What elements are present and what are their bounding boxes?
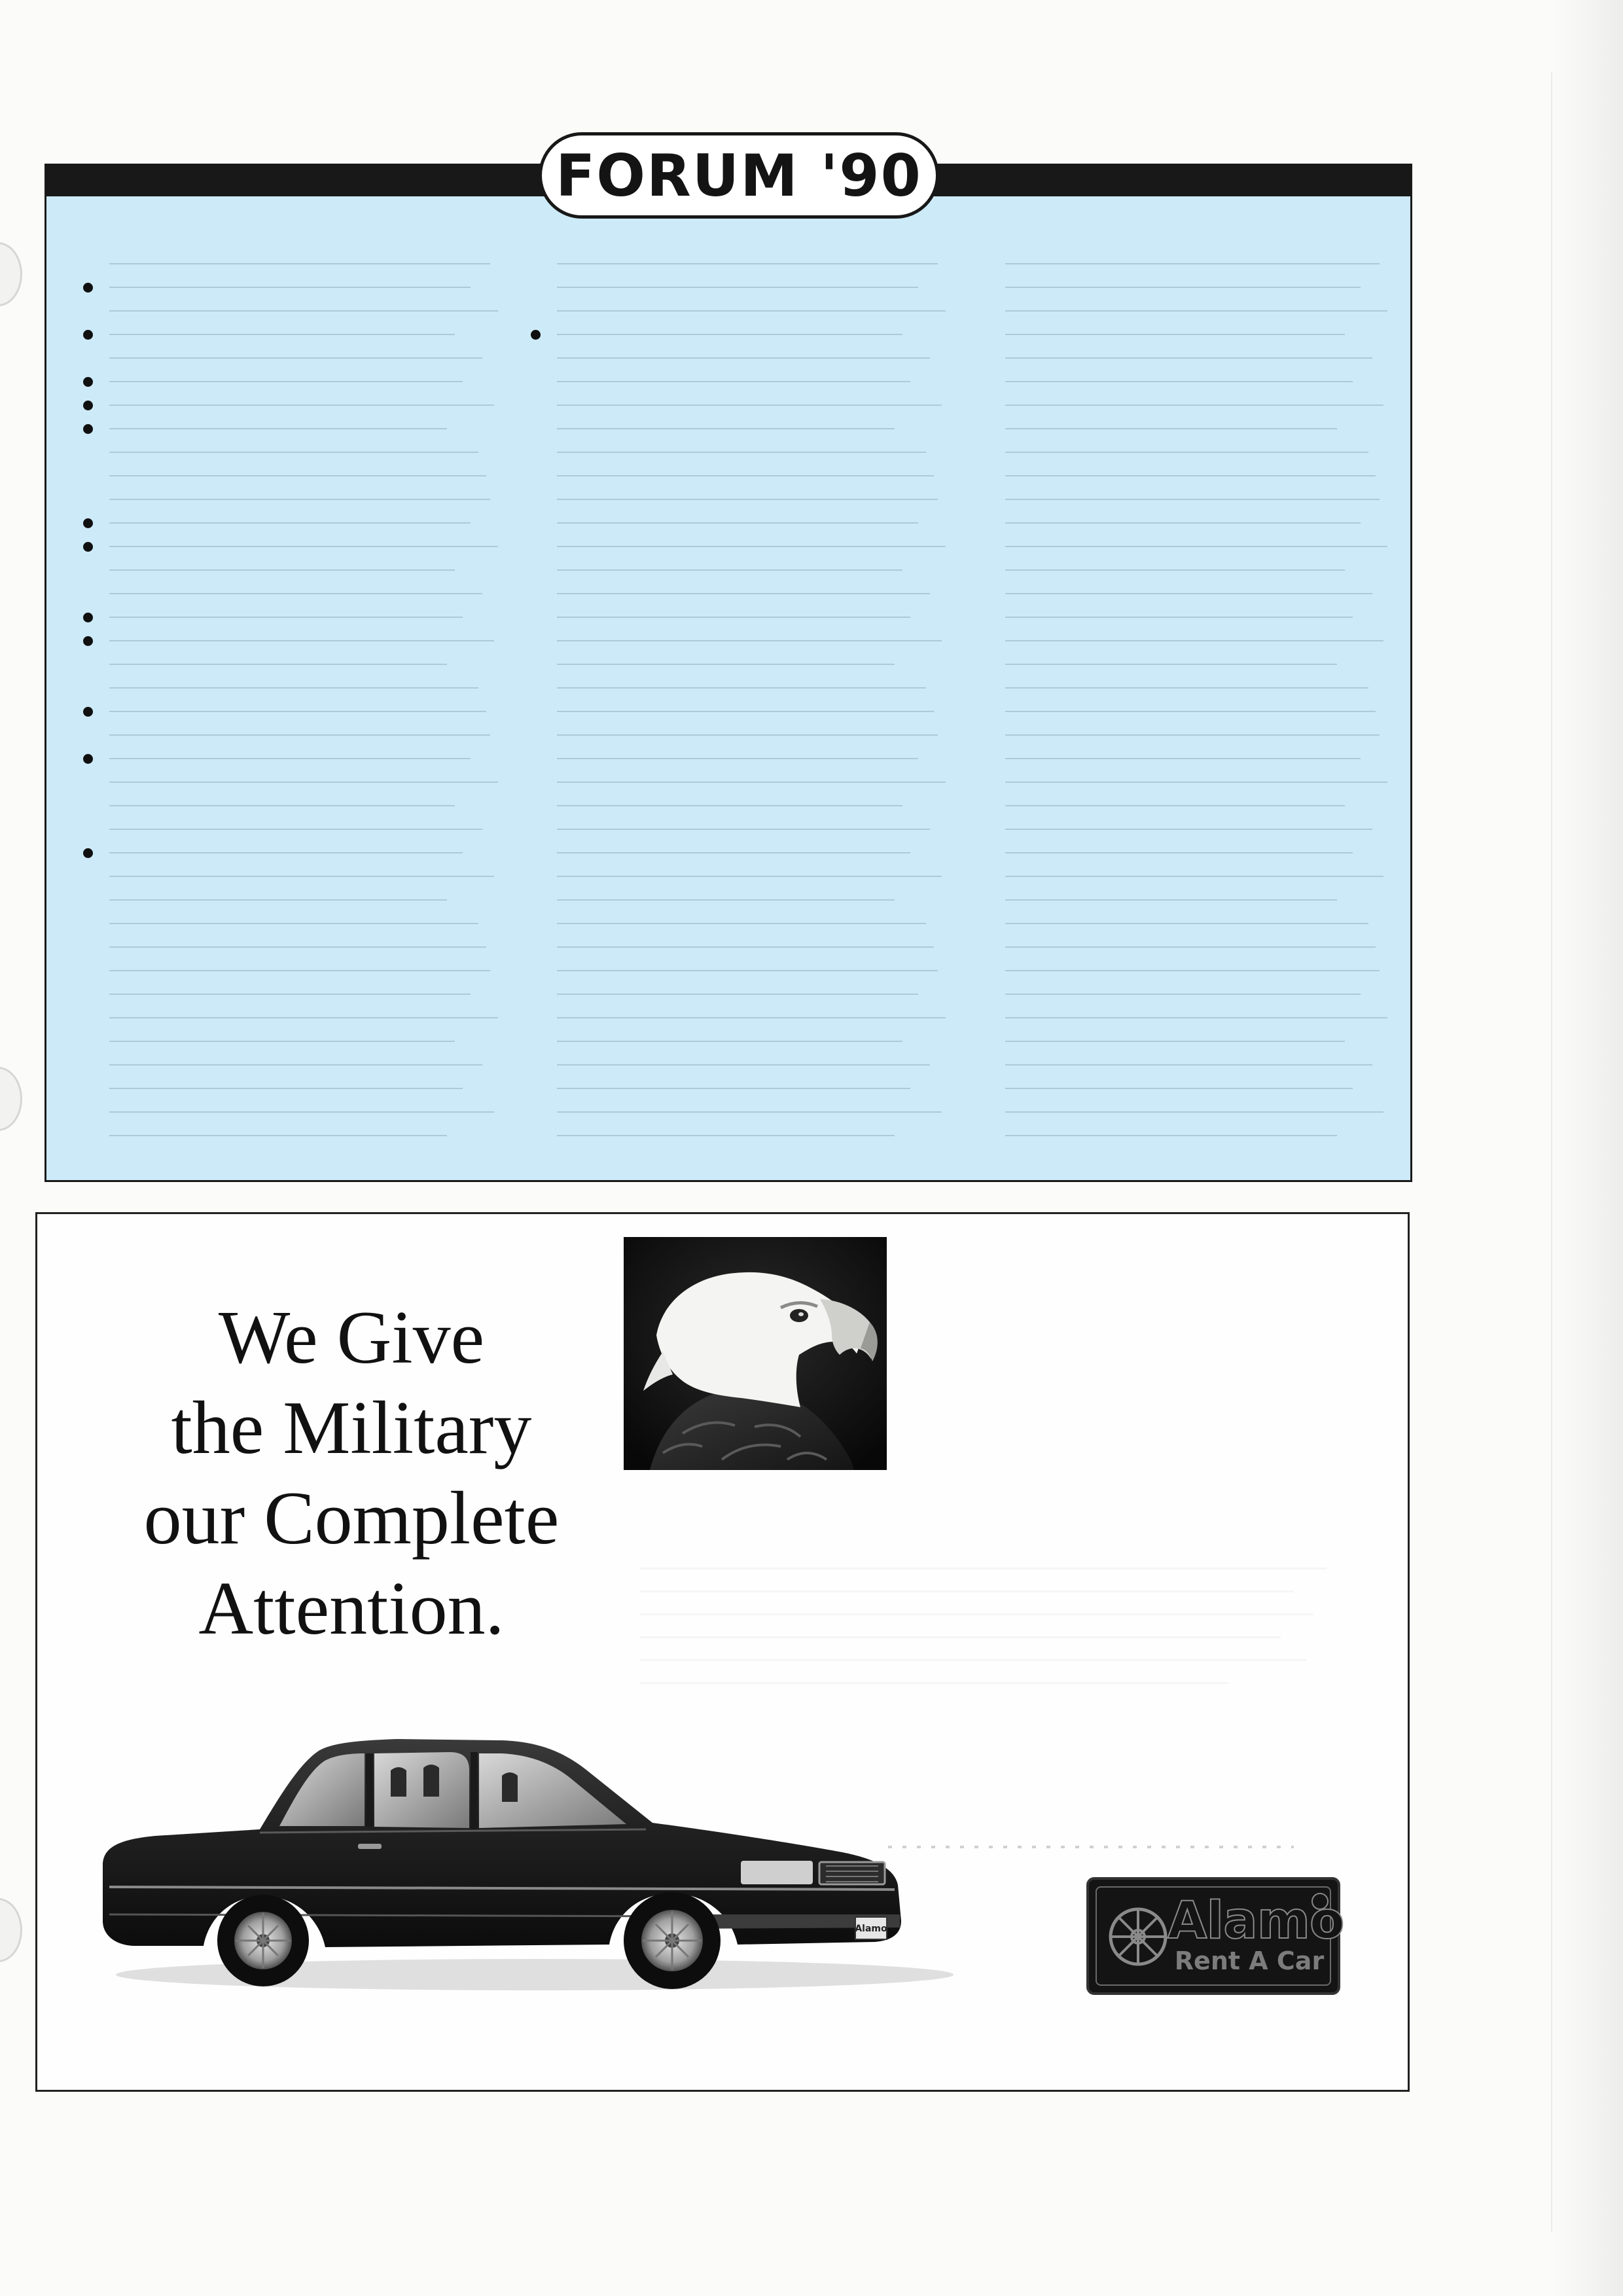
illegible-text-line [557, 475, 934, 476]
illegible-text-line [557, 1088, 910, 1089]
illegible-text-line [1005, 263, 1380, 264]
illegible-text-line [1005, 334, 1345, 335]
registered-mark-icon [1311, 1893, 1329, 1910]
illegible-text-line [557, 829, 930, 830]
illegible-text-line [109, 593, 482, 594]
illegible-text-line [109, 357, 482, 359]
illegible-text-line [557, 499, 938, 500]
illegible-text-line [1005, 617, 1353, 618]
faint-ad-copy [639, 1590, 1294, 1592]
illegible-text-line [557, 1064, 930, 1066]
bullet-icon [83, 518, 93, 528]
forum-title-badge [539, 132, 939, 219]
illegible-text-line [1005, 593, 1372, 594]
headline-line: We Give [218, 1296, 485, 1380]
illegible-text-line [109, 734, 490, 736]
punch-hole [0, 242, 22, 306]
bullet-icon [83, 401, 93, 410]
bullet-icon [531, 330, 541, 340]
ad-headline [83, 1293, 620, 1654]
illegible-text-line [557, 664, 895, 665]
illegible-text-line [1005, 664, 1337, 665]
text-column-left [83, 250, 502, 1166]
headline-line: our Complete [143, 1477, 560, 1560]
illegible-text-line [109, 546, 498, 547]
illegible-text-line [1005, 357, 1372, 359]
advertisement [35, 1212, 1410, 2092]
illegible-text-line [109, 805, 455, 806]
illegible-text-line [557, 1041, 902, 1042]
illegible-text-line [109, 452, 478, 453]
illegible-text-line [557, 334, 902, 335]
illegible-text-line [557, 428, 895, 429]
illegible-text-line [109, 758, 471, 759]
headline-line: the Military [171, 1386, 532, 1470]
illegible-text-line [109, 640, 494, 641]
eagle-icon [624, 1237, 887, 1470]
illegible-text-line [557, 381, 910, 382]
car-icon [83, 1718, 967, 1993]
alamo-logo [1086, 1877, 1344, 1995]
illegible-text-line [109, 475, 486, 476]
illegible-text-line [109, 287, 471, 288]
text-column-middle [531, 250, 950, 1166]
illegible-text-line [109, 522, 471, 524]
illegible-text-line [1005, 687, 1368, 689]
illegible-text-line [109, 711, 486, 712]
illegible-text-line [1005, 734, 1380, 736]
illegible-text-line [1005, 970, 1380, 971]
illegible-text-line [109, 334, 455, 335]
illegible-text-line [557, 758, 918, 759]
illegible-text-line [557, 805, 902, 806]
illegible-text-line [109, 899, 447, 901]
illegible-text-line [1005, 899, 1337, 901]
illegible-text-line [1005, 1088, 1353, 1089]
illegible-text-line [1005, 428, 1337, 429]
illegible-text-line [109, 781, 498, 783]
illegible-text-line [109, 263, 490, 264]
forum-title: FORUM '90 [556, 141, 922, 209]
illegible-text-line [109, 1111, 494, 1113]
illegible-text-line [1005, 1111, 1383, 1113]
illegible-text-line [1005, 569, 1345, 571]
illegible-text-line [109, 970, 490, 971]
illegible-text-line [109, 404, 494, 406]
illegible-text-line [557, 852, 910, 853]
bullet-icon [83, 848, 93, 858]
illegible-text-line [557, 287, 918, 288]
illegible-text-line [109, 1041, 455, 1042]
logo-name: Alamo [1168, 1892, 1344, 1950]
punch-hole [0, 1898, 22, 1962]
logo-tagline: Rent A Car [1174, 1946, 1325, 1975]
illegible-text-line [557, 522, 918, 524]
eagle-photo [624, 1237, 887, 1470]
illegible-text-line [557, 876, 942, 877]
illegible-text-line [109, 1135, 447, 1136]
illegible-text-line [109, 428, 447, 429]
illegible-text-line [557, 310, 946, 312]
illegible-text-line [109, 946, 486, 948]
illegible-text-line [557, 970, 938, 971]
illegible-text-line [557, 711, 934, 712]
faint-ad-copy [639, 1682, 1228, 1684]
illegible-text-line [1005, 475, 1376, 476]
illegible-text-line [557, 546, 946, 547]
illegible-text-line [1005, 452, 1368, 453]
illegible-text-line [109, 829, 482, 830]
illegible-text-line [109, 876, 494, 877]
illegible-text-line [557, 263, 938, 264]
illegible-text-line [557, 617, 910, 618]
illegible-text-line [557, 734, 938, 736]
wheel-emblem-icon [1107, 1906, 1169, 1967]
illegible-text-line [109, 569, 455, 571]
illegible-text-line [1005, 923, 1368, 924]
illegible-text-line [1005, 781, 1387, 783]
illegible-text-line [557, 923, 926, 924]
illegible-text-line [1005, 499, 1380, 500]
faint-ad-copy [639, 1636, 1281, 1638]
illegible-text-line [109, 994, 471, 995]
illegible-text-line [1005, 758, 1361, 759]
illegible-text-line [1005, 1064, 1372, 1066]
illegible-text-line [1005, 805, 1345, 806]
punch-hole [0, 1067, 22, 1131]
bullet-icon [83, 542, 93, 552]
illegible-text-line [557, 404, 942, 406]
illegible-text-line [1005, 404, 1383, 406]
illegible-text-line [1005, 522, 1361, 524]
illegible-text-line [1005, 640, 1383, 641]
illegible-text-line [1005, 287, 1361, 288]
bullet-icon [83, 424, 93, 434]
illegible-text-line [109, 1088, 463, 1089]
illegible-text-line [557, 569, 902, 571]
illegible-text-line [1005, 1135, 1337, 1136]
illegible-text-line [109, 923, 478, 924]
illegible-text-line [557, 1111, 942, 1113]
faint-ad-copy [639, 1659, 1307, 1661]
illegible-text-line [557, 781, 946, 783]
illegible-text-line [109, 687, 478, 689]
illegible-text-line [1005, 994, 1361, 995]
illegible-text-line [109, 499, 490, 500]
bullet-icon [83, 636, 93, 646]
illegible-text-line [557, 593, 930, 594]
illegible-text-line [557, 899, 895, 901]
illegible-text-line [1005, 711, 1376, 712]
illegible-text-line [1005, 381, 1353, 382]
illegible-text-line [557, 994, 918, 995]
bullet-icon [83, 613, 93, 622]
faint-ad-copy [639, 1568, 1327, 1570]
page-fold-line [1551, 72, 1552, 2232]
illegible-text-line [557, 1017, 946, 1018]
illegible-text-line [109, 617, 463, 618]
illegible-text-line [1005, 946, 1376, 948]
car-badge: Alamo [855, 1924, 887, 1934]
forum-panel [45, 141, 1412, 1182]
illegible-text-line [557, 1135, 895, 1136]
illegible-text-line [109, 852, 463, 853]
illegible-text-line [1005, 876, 1383, 877]
illegible-text-line [1005, 1017, 1387, 1018]
headline-line: Attention. [198, 1567, 505, 1651]
bullet-icon [83, 707, 93, 717]
illegible-text-line [557, 687, 926, 689]
bullet-icon [83, 283, 93, 293]
illegible-text-line [109, 381, 463, 382]
illegible-text-line [557, 452, 926, 453]
text-column-right [979, 250, 1391, 1166]
illegible-text-line [1005, 1041, 1345, 1042]
bullet-icon [83, 754, 93, 764]
illegible-text-line [1005, 829, 1372, 830]
illegible-text-line [1005, 852, 1353, 853]
illegible-text-line [109, 664, 447, 665]
illegible-text-line [109, 310, 498, 312]
faint-ad-copy [639, 1613, 1313, 1615]
illegible-text-line [109, 1064, 482, 1066]
page-edge-shadow [1551, 0, 1623, 2296]
illegible-text-line [1005, 310, 1387, 312]
bullet-icon [83, 330, 93, 340]
illegible-text-line [557, 357, 930, 359]
illegible-text-line [1005, 546, 1387, 547]
bullet-icon [83, 377, 93, 387]
illegible-text-line [557, 946, 934, 948]
illegible-text-line [557, 640, 942, 641]
illegible-text-line [109, 1017, 498, 1018]
